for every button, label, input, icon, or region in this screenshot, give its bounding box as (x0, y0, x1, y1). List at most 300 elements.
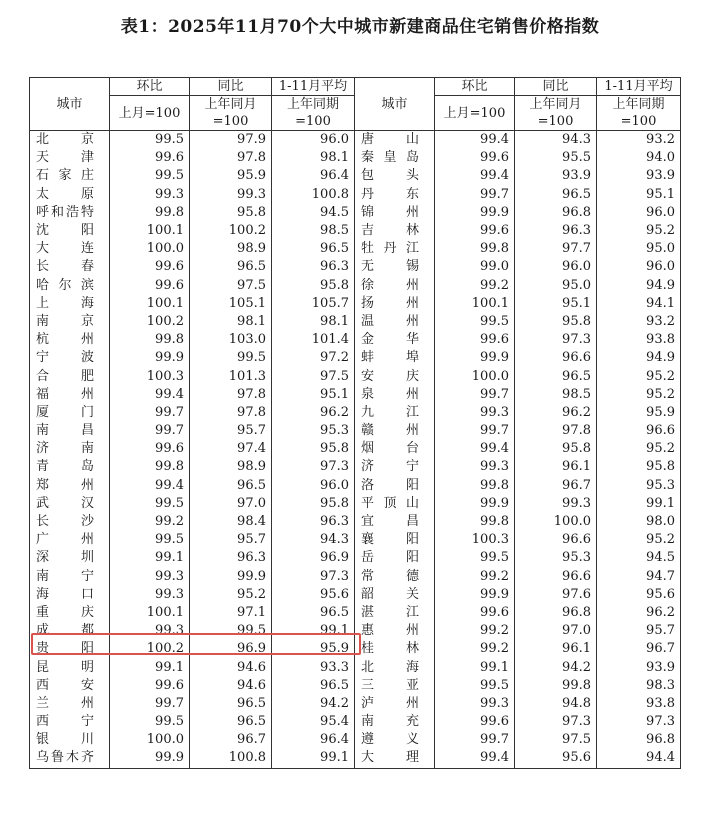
city-name-right (355, 240, 435, 258)
mom-value-right: 99.9 (435, 586, 515, 604)
city-name-left (30, 331, 110, 349)
city-label: 郑州 (36, 477, 94, 493)
yoy-value-left: 95.8 (190, 204, 272, 222)
table-row (30, 131, 681, 150)
city-label: 唐山 (361, 132, 419, 148)
mom-value-right: 99.7 (435, 731, 515, 749)
city-label: 成都 (36, 623, 94, 639)
mom-value-right: 99.9 (435, 204, 515, 222)
avg-value-left: 95.4 (272, 713, 355, 731)
city-label: 济宁 (361, 459, 419, 475)
city-name-left (30, 258, 110, 276)
yoy-value-left: 94.6 (190, 658, 272, 676)
avg-value-left: 95.9 (272, 640, 355, 658)
mom-value-left: 99.3 (110, 622, 190, 640)
yoy-value-left: 95.7 (190, 422, 272, 440)
city-name-right (355, 149, 435, 167)
avg-value-left: 96.5 (272, 604, 355, 622)
city-label: 秦皇岛 (361, 150, 419, 166)
avg-value-right: 94.4 (597, 749, 681, 768)
city-label: 乌鲁木齐 (36, 750, 94, 766)
city-label: 襄阳 (361, 532, 419, 548)
city-name-left (30, 622, 110, 640)
mom-value-left: 99.7 (110, 404, 190, 422)
header-avg-base2-right: =100 (597, 113, 681, 131)
city-label: 扬州 (361, 295, 419, 311)
yoy-value-left: 97.0 (190, 495, 272, 513)
city-label: 九江 (361, 404, 419, 420)
avg-value-right: 95.1 (597, 186, 681, 204)
city-name-right (355, 622, 435, 640)
mom-value-left: 99.9 (110, 749, 190, 768)
city-name-right (355, 695, 435, 713)
city-name-right (355, 131, 435, 150)
yoy-value-right: 95.3 (515, 549, 597, 567)
avg-value-right: 95.2 (597, 222, 681, 240)
avg-value-right: 93.2 (597, 313, 681, 331)
city-name-right (355, 495, 435, 513)
city-label: 沈阳 (36, 223, 94, 239)
city-name-right (355, 222, 435, 240)
mom-value-right: 99.5 (435, 677, 515, 695)
mom-value-left: 100.3 (110, 367, 190, 385)
city-name-left (30, 404, 110, 422)
yoy-value-right: 95.5 (515, 149, 597, 167)
table-row (30, 186, 681, 204)
yoy-value-right: 96.1 (515, 458, 597, 476)
yoy-value-right: 97.0 (515, 622, 597, 640)
city-name-left (30, 277, 110, 295)
mom-value-right: 99.5 (435, 313, 515, 331)
yoy-value-left: 97.8 (190, 386, 272, 404)
city-label: 福州 (36, 386, 94, 402)
city-label: 贵阳 (36, 641, 94, 657)
city-name-left (30, 386, 110, 404)
avg-value-right: 98.3 (597, 677, 681, 695)
city-name-right (355, 568, 435, 586)
avg-value-right: 95.0 (597, 240, 681, 258)
mom-value-left: 99.5 (110, 713, 190, 731)
avg-value-left: 97.3 (272, 458, 355, 476)
yoy-value-left: 95.9 (190, 167, 272, 185)
mom-value-left: 99.6 (110, 258, 190, 276)
city-name-left (30, 167, 110, 185)
avg-value-left: 98.1 (272, 313, 355, 331)
city-name-left (30, 731, 110, 749)
mom-value-right: 99.6 (435, 713, 515, 731)
yoy-value-left: 97.1 (190, 604, 272, 622)
mom-value-left: 99.6 (110, 277, 190, 295)
city-name-right (355, 422, 435, 440)
yoy-value-right: 99.8 (515, 677, 597, 695)
avg-value-left: 95.8 (272, 495, 355, 513)
city-name-left (30, 549, 110, 567)
city-label: 惠州 (361, 623, 419, 639)
avg-value-right: 94.9 (597, 349, 681, 367)
city-label: 南京 (36, 313, 94, 329)
mom-value-left: 99.5 (110, 495, 190, 513)
avg-value-right: 93.8 (597, 695, 681, 713)
city-name-right (355, 186, 435, 204)
city-label: 兰州 (36, 695, 94, 711)
city-label: 安庆 (361, 368, 419, 384)
city-name-left (30, 367, 110, 385)
mom-value-left: 99.2 (110, 513, 190, 531)
city-name-right (355, 349, 435, 367)
avg-value-right: 93.8 (597, 331, 681, 349)
city-label: 牡丹江 (361, 241, 419, 257)
city-name-left (30, 204, 110, 222)
avg-value-right: 94.0 (597, 149, 681, 167)
city-name-right (355, 367, 435, 385)
city-name-right (355, 640, 435, 658)
mom-value-left: 100.1 (110, 222, 190, 240)
mom-value-right: 100.3 (435, 531, 515, 549)
yoy-value-right: 97.3 (515, 331, 597, 349)
city-label: 广州 (36, 532, 94, 548)
mom-value-right: 99.8 (435, 513, 515, 531)
table-row (30, 604, 681, 622)
city-name-left (30, 349, 110, 367)
city-label: 常德 (361, 568, 419, 584)
avg-value-right: 95.2 (597, 440, 681, 458)
city-name-right (355, 731, 435, 749)
header-mom-left: 环比 (110, 78, 190, 96)
mom-value-right: 99.0 (435, 258, 515, 276)
yoy-value-right: 96.6 (515, 531, 597, 549)
city-name-left (30, 313, 110, 331)
table-row (30, 622, 681, 640)
avg-value-left: 98.5 (272, 222, 355, 240)
city-label: 长春 (36, 259, 94, 275)
city-name-right (355, 167, 435, 185)
table-row (30, 458, 681, 476)
city-name-left (30, 495, 110, 513)
city-name-left (30, 186, 110, 204)
avg-value-left: 94.2 (272, 695, 355, 713)
yoy-value-right: 95.6 (515, 749, 597, 768)
table-row (30, 386, 681, 404)
yoy-value-left: 99.9 (190, 568, 272, 586)
mom-value-right: 99.7 (435, 186, 515, 204)
city-name-right (355, 331, 435, 349)
yoy-value-right: 93.9 (515, 167, 597, 185)
mom-value-right: 99.9 (435, 495, 515, 513)
avg-value-left: 96.0 (272, 477, 355, 495)
yoy-value-right: 94.3 (515, 131, 597, 150)
table-row (30, 513, 681, 531)
avg-value-right: 96.0 (597, 204, 681, 222)
table-row (30, 477, 681, 495)
yoy-value-left: 96.7 (190, 731, 272, 749)
mom-value-right: 99.3 (435, 404, 515, 422)
city-label: 天津 (36, 150, 94, 166)
table-row (30, 749, 681, 768)
mom-value-right: 99.2 (435, 568, 515, 586)
header-yoy-base2-right: =100 (515, 113, 597, 131)
header-avg-left: 1-11月平均 (272, 78, 355, 96)
yoy-value-right: 97.6 (515, 586, 597, 604)
yoy-value-left: 96.9 (190, 640, 272, 658)
avg-value-right: 96.6 (597, 422, 681, 440)
city-label: 湛江 (361, 604, 419, 620)
city-label: 徐州 (361, 277, 419, 293)
yoy-value-right: 96.8 (515, 604, 597, 622)
header-yoy-right: 同比 (515, 78, 597, 96)
mom-value-right: 99.4 (435, 749, 515, 768)
city-label: 合肥 (36, 368, 94, 384)
avg-value-left: 98.1 (272, 149, 355, 167)
avg-value-right: 95.7 (597, 622, 681, 640)
city-label: 泸州 (361, 695, 419, 711)
mom-value-left: 100.0 (110, 731, 190, 749)
yoy-value-right: 96.5 (515, 186, 597, 204)
mom-value-left: 99.8 (110, 204, 190, 222)
mom-value-right: 99.3 (435, 458, 515, 476)
city-name-left (30, 458, 110, 476)
city-label: 平顶山 (361, 495, 419, 511)
table-row (30, 167, 681, 185)
mom-value-left: 99.9 (110, 349, 190, 367)
avg-value-right: 94.9 (597, 277, 681, 295)
city-name-left (30, 477, 110, 495)
yoy-value-right: 95.8 (515, 440, 597, 458)
yoy-value-left: 100.8 (190, 749, 272, 768)
yoy-value-right: 96.0 (515, 258, 597, 276)
yoy-value-left: 97.8 (190, 404, 272, 422)
yoy-value-left: 95.2 (190, 586, 272, 604)
mom-value-left: 100.2 (110, 640, 190, 658)
table-row (30, 240, 681, 258)
yoy-value-left: 98.1 (190, 313, 272, 331)
city-name-left (30, 568, 110, 586)
city-label: 石家庄 (36, 168, 94, 184)
avg-value-right: 97.3 (597, 713, 681, 731)
city-name-left (30, 677, 110, 695)
city-name-right (355, 440, 435, 458)
table-row (30, 731, 681, 749)
mom-value-left: 99.1 (110, 549, 190, 567)
city-name-right (355, 277, 435, 295)
table-row (30, 149, 681, 167)
yoy-value-right: 96.6 (515, 349, 597, 367)
avg-value-right: 96.0 (597, 258, 681, 276)
avg-value-right: 95.6 (597, 586, 681, 604)
mom-value-left: 100.1 (110, 295, 190, 313)
yoy-value-right: 97.3 (515, 713, 597, 731)
mom-value-left: 99.7 (110, 422, 190, 440)
city-name-left (30, 531, 110, 549)
city-name-right (355, 604, 435, 622)
city-name-left (30, 295, 110, 313)
city-label: 深圳 (36, 550, 94, 566)
city-label: 长沙 (36, 514, 94, 530)
table-row (30, 695, 681, 713)
city-name-left (30, 440, 110, 458)
avg-value-left: 96.4 (272, 731, 355, 749)
city-label: 烟台 (361, 441, 419, 457)
avg-value-left: 96.3 (272, 513, 355, 531)
price-index-table (29, 77, 681, 769)
avg-value-left: 96.0 (272, 131, 355, 150)
avg-value-left: 99.1 (272, 622, 355, 640)
yoy-value-right: 96.7 (515, 477, 597, 495)
avg-value-right: 95.8 (597, 458, 681, 476)
table-row (30, 440, 681, 458)
city-label: 青岛 (36, 459, 94, 475)
avg-value-right: 94.1 (597, 295, 681, 313)
table-row (30, 404, 681, 422)
avg-value-right: 96.7 (597, 640, 681, 658)
mom-value-left: 99.7 (110, 695, 190, 713)
mom-value-right: 99.2 (435, 622, 515, 640)
mom-value-right: 99.2 (435, 640, 515, 658)
table-row (30, 367, 681, 385)
mom-value-right: 99.8 (435, 477, 515, 495)
avg-value-left: 96.9 (272, 549, 355, 567)
table-row (30, 495, 681, 513)
city-name-right (355, 404, 435, 422)
mom-value-left: 99.6 (110, 440, 190, 458)
city-label: 昆明 (36, 659, 94, 675)
mom-value-left: 99.1 (110, 658, 190, 676)
mom-value-left: 99.5 (110, 167, 190, 185)
mom-value-left: 99.3 (110, 568, 190, 586)
avg-value-left: 96.4 (272, 167, 355, 185)
avg-value-left: 101.4 (272, 331, 355, 349)
mom-value-right: 99.6 (435, 222, 515, 240)
avg-value-right: 96.8 (597, 731, 681, 749)
city-name-right (355, 458, 435, 476)
mom-value-right: 99.2 (435, 277, 515, 295)
mom-value-left: 100.1 (110, 604, 190, 622)
city-name-left (30, 222, 110, 240)
yoy-value-right: 98.5 (515, 386, 597, 404)
yoy-value-right: 97.8 (515, 422, 597, 440)
mom-value-left: 99.5 (110, 131, 190, 150)
city-label: 大连 (36, 241, 94, 257)
city-label: 泉州 (361, 386, 419, 402)
city-label: 呼和浩特 (36, 204, 94, 220)
city-label: 南宁 (36, 568, 94, 584)
yoy-value-left: 99.3 (190, 186, 272, 204)
city-label: 北京 (36, 132, 94, 148)
yoy-value-right: 97.5 (515, 731, 597, 749)
mom-value-right: 99.9 (435, 349, 515, 367)
mom-value-right: 100.1 (435, 295, 515, 313)
city-name-right (355, 713, 435, 731)
avg-value-left: 96.3 (272, 258, 355, 276)
header-avg-base-left: 上年同期 (272, 96, 355, 114)
city-label: 重庆 (36, 604, 94, 620)
table-row (30, 531, 681, 549)
city-name-left (30, 422, 110, 440)
city-label: 上海 (36, 295, 94, 311)
mom-value-left: 99.8 (110, 458, 190, 476)
table-row (30, 568, 681, 586)
city-name-left (30, 713, 110, 731)
mom-value-right: 99.5 (435, 549, 515, 567)
table-row (30, 640, 681, 658)
yoy-value-right: 96.5 (515, 367, 597, 385)
city-label: 大理 (361, 750, 419, 766)
city-label: 桂林 (361, 641, 419, 657)
yoy-value-right: 100.0 (515, 513, 597, 531)
mom-value-left: 99.8 (110, 331, 190, 349)
header-mom-right: 环比 (435, 78, 515, 96)
avg-value-left: 99.1 (272, 749, 355, 768)
mom-value-right: 99.4 (435, 167, 515, 185)
yoy-value-left: 95.7 (190, 531, 272, 549)
avg-value-right: 96.2 (597, 604, 681, 622)
city-name-left (30, 695, 110, 713)
avg-value-left: 100.8 (272, 186, 355, 204)
yoy-value-left: 97.4 (190, 440, 272, 458)
table-row (30, 277, 681, 295)
table-row (30, 204, 681, 222)
city-name-right (355, 749, 435, 768)
header-avg-base2-left: =100 (272, 113, 355, 131)
city-name-left (30, 513, 110, 531)
city-label: 包头 (361, 168, 419, 184)
avg-value-left: 105.7 (272, 295, 355, 313)
header-city-left: 城市 (30, 78, 110, 131)
avg-value-right: 95.2 (597, 531, 681, 549)
city-name-left (30, 640, 110, 658)
city-name-right (355, 313, 435, 331)
city-label: 西宁 (36, 714, 94, 730)
city-name-right (355, 677, 435, 695)
header-city-right: 城市 (355, 78, 435, 131)
mom-value-left: 99.3 (110, 186, 190, 204)
header-yoy-base-left: 上年同月 (190, 96, 272, 114)
city-label: 岳阳 (361, 550, 419, 566)
yoy-value-left: 98.9 (190, 458, 272, 476)
header-mom-base-left: 上月=100 (110, 96, 190, 131)
header-yoy-base2-left: =100 (190, 113, 272, 131)
yoy-value-left: 98.4 (190, 513, 272, 531)
avg-value-right: 98.0 (597, 513, 681, 531)
avg-value-left: 96.2 (272, 404, 355, 422)
city-name-right (355, 386, 435, 404)
avg-value-left: 95.8 (272, 440, 355, 458)
yoy-value-right: 94.2 (515, 658, 597, 676)
table-row (30, 677, 681, 695)
mom-value-right: 99.6 (435, 149, 515, 167)
table-row (30, 658, 681, 676)
yoy-value-right: 95.1 (515, 295, 597, 313)
mom-value-right: 99.8 (435, 240, 515, 258)
yoy-value-left: 94.6 (190, 677, 272, 695)
city-label: 温州 (361, 313, 419, 329)
city-label: 遵义 (361, 732, 419, 748)
avg-value-left: 94.5 (272, 204, 355, 222)
city-label: 南昌 (36, 423, 94, 439)
table-row (30, 713, 681, 731)
city-label: 金华 (361, 332, 419, 348)
yoy-value-right: 96.3 (515, 222, 597, 240)
avg-value-left: 95.1 (272, 386, 355, 404)
mom-value-left: 99.3 (110, 586, 190, 604)
avg-value-left: 97.3 (272, 568, 355, 586)
mom-value-left: 99.6 (110, 677, 190, 695)
avg-value-right: 95.3 (597, 477, 681, 495)
yoy-value-left: 96.5 (190, 695, 272, 713)
table-row (30, 295, 681, 313)
city-label: 三亚 (361, 677, 419, 693)
city-name-right (355, 531, 435, 549)
table-row (30, 258, 681, 276)
